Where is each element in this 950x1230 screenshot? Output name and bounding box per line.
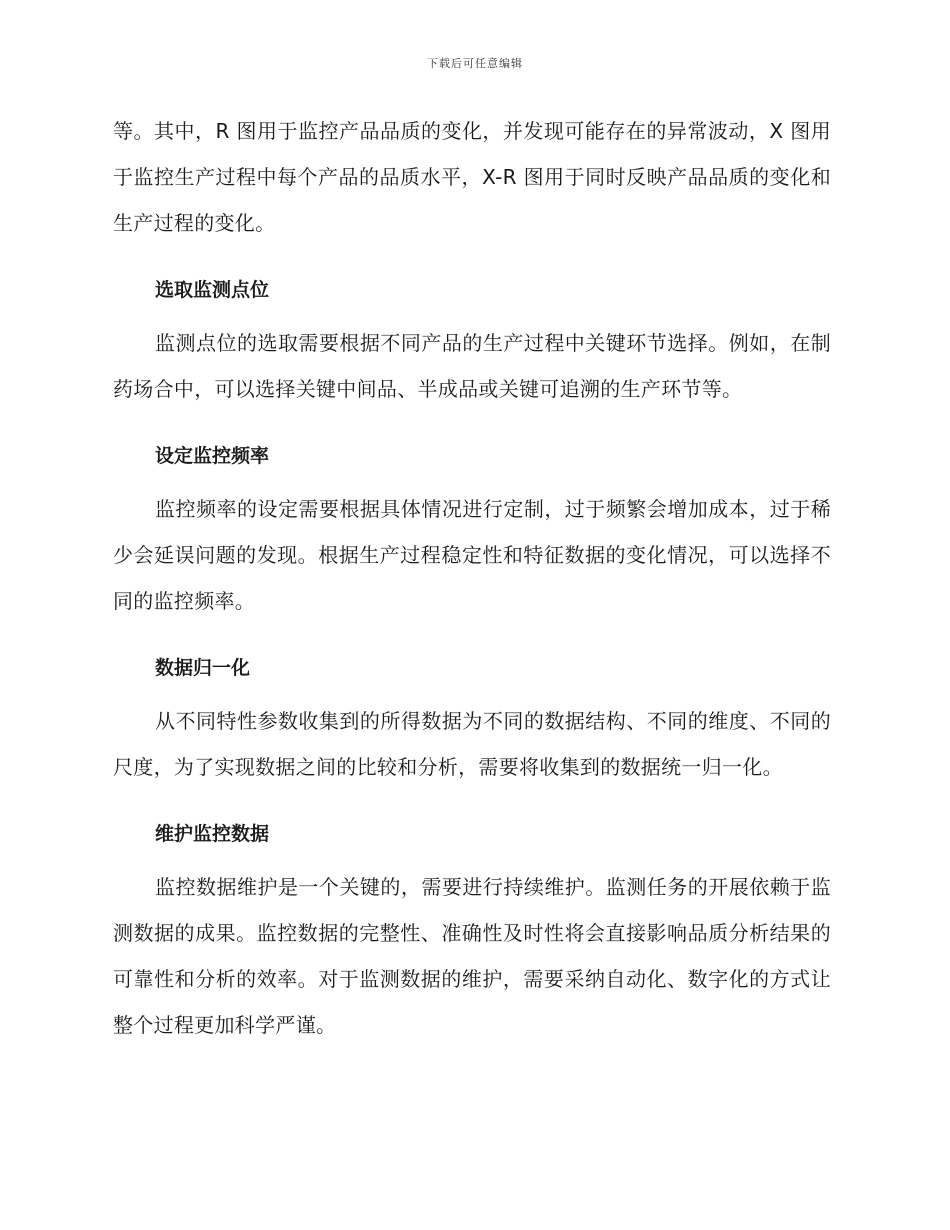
section-heading-monitoring-points: 选取监测点位 [155,279,270,301]
paragraph-data-maintenance: 监控数据维护是一个关键的，需要进行持续维护。监测任务的开展依赖于监测数据的成果。监控数据的完整性、准确性及时性将会直接影响品质分析结果的可靠性和分析的效率。对于监测数据的维护，需要采纳自动化、数字化的方式让整个过程更加科学严谨。 [113,875,831,1037]
section-heading-data-normalization: 数据归一化 [155,657,251,679]
page-header-note: 下载后可任意编辑 [427,57,523,70]
section-heading-data-maintenance: 维护监控数据 [155,823,270,845]
paragraph-chart-types: 等。其中，R 图用于监控产品品质的变化，并发现可能存在的异常波动，X 图用于监控生产过程中每个产品的品质水平，X-R 图用于同时反映产品品质的变化和生产过程的变化。 [113,119,831,235]
paragraph-monitoring-points: 监测点位的选取需要根据不同产品的生产过程中关键环节选择。例如，在制药场合中，可以选择关键中间品、半成品或关键可追溯的生产环节等。 [113,331,831,401]
paragraph-data-normalization: 从不同特性参数收集到的所得数据为不同的数据结构、不同的维度、不同的尺度，为了实现数据之间的比较和分析，需要将收集到的数据统一归一化。 [113,709,831,779]
paragraph-monitoring-frequency: 监控频率的设定需要根据具体情况进行定制，过于频繁会增加成本，过于稀少会延误问题的发现。根据生产过程稳定性和特征数据的变化情况，可以选择不同的监控频率。 [113,497,831,613]
document-body [113,108,831,1062]
section-heading-monitoring-frequency: 设定监控频率 [155,445,270,467]
